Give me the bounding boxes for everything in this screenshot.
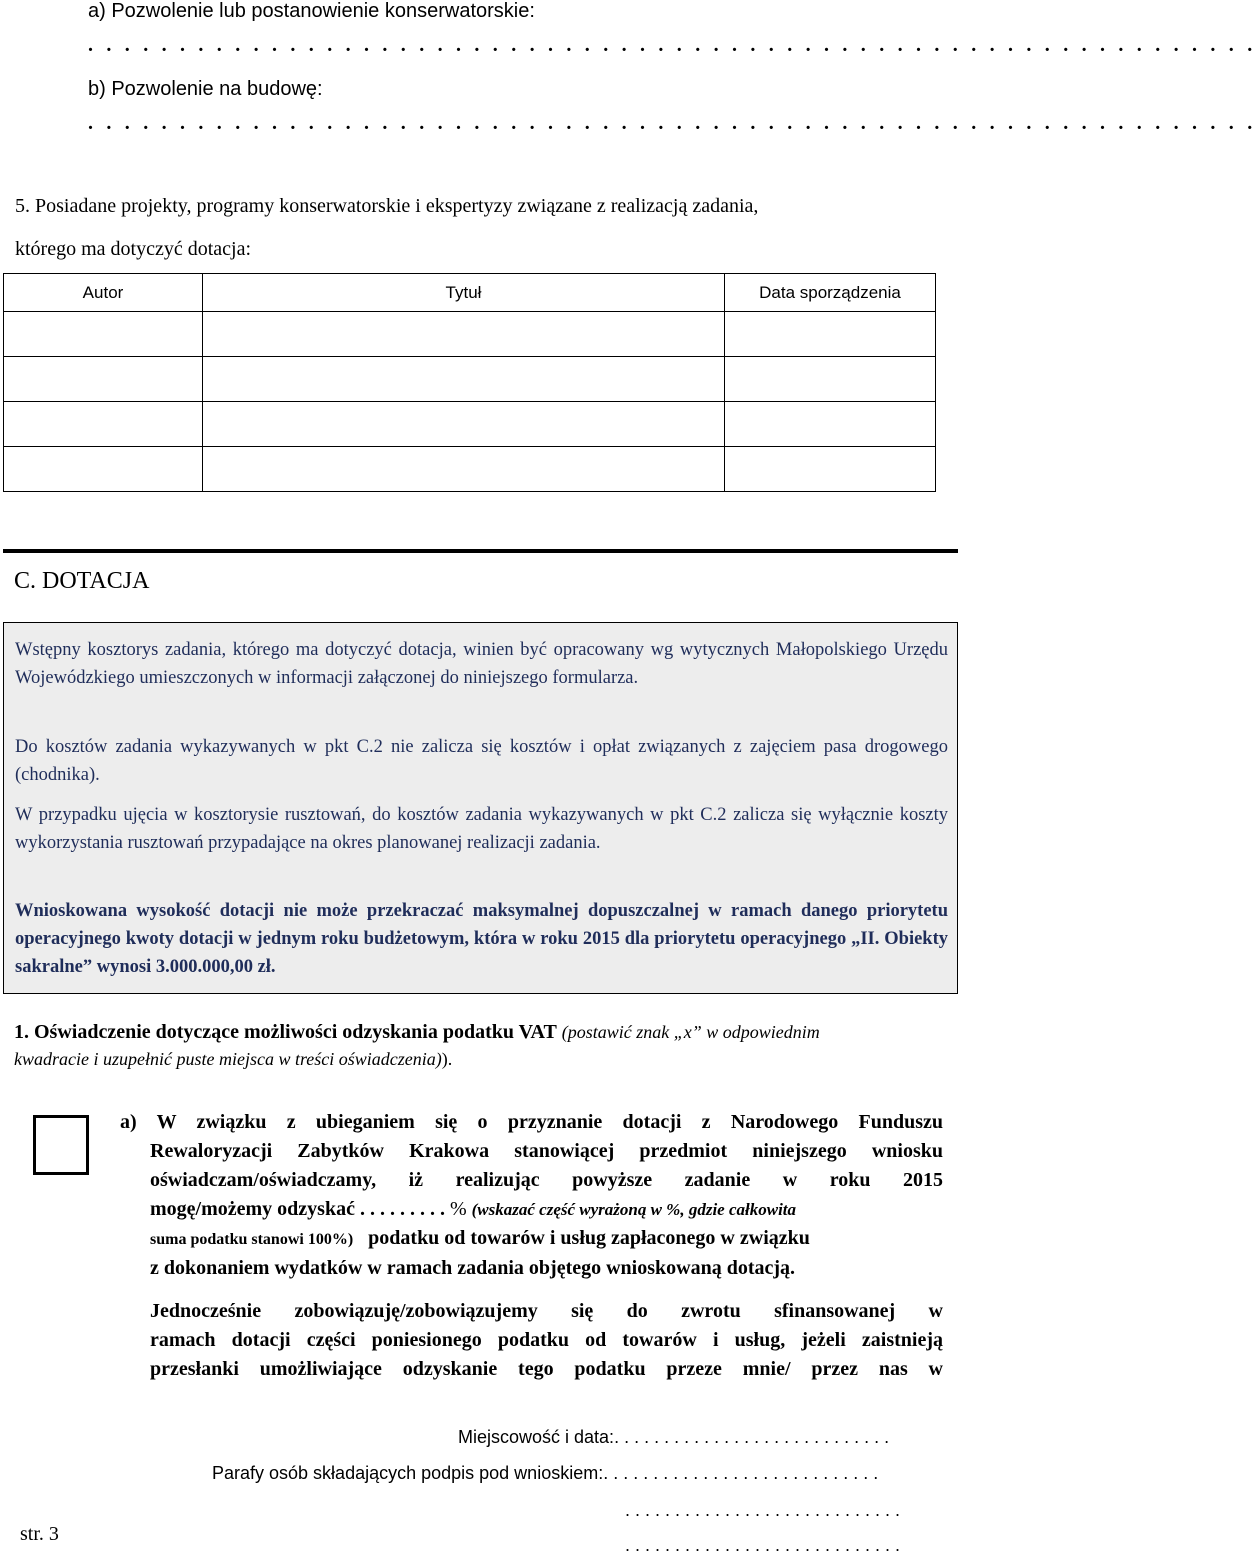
table-cell-title[interactable] [203,447,725,492]
place-date-dots[interactable]: . . . . . . . . . . . . . . . . . . . . . . . . . . . . [614,1427,890,1447]
vat-heading-line2 [14,1049,452,1070]
q5-line2: którego ma dotyczyć dotacja: [15,238,252,260]
vat-a-line4-instruction: (wskazać część wyrażoną w %, gdzie całkowita [471,1200,797,1219]
vat-a-line4 [150,1195,943,1224]
signatures-label: Parafy osób składających podpis pod wnioskiem: [212,1463,604,1483]
section-divider [3,549,958,553]
signatures-row [212,1463,878,1484]
building-permit-dots: . . . . . . . . . . . . . . . . . . . . . . . . . . . . . . . . . . . . . . . . . . . . . . . . . . . . . . . . . . . . . . . . [88,112,1256,134]
info-paragraph-2: Do kosztów zadania wykazywanych w pkt C.2 nie zalicza się kosztów i opłat związanych z zajęciem pasa drogowego (chodnika). [15,737,948,785]
table-cell-author[interactable] [4,357,203,402]
table-cell-title[interactable] [203,402,725,447]
place-date-row [458,1427,889,1448]
vat-commitment [150,1297,943,1384]
place-date-label: Miejscowość i data: [458,1427,615,1447]
table-row [4,357,936,402]
signatures-dots-3[interactable]: . . . . . . . . . . . . . . . . . . . . . . . . . . . . [625,1535,901,1555]
conservation-permit-label: a) Pozwolenie lub postanowienie konserwatorskie: [88,0,535,22]
projects-table [3,273,936,492]
table-cell-title[interactable] [203,357,725,402]
vat-a-line1: a) W związku z ubieganiem się o przyznanie dotacji z Narodowego Funduszu [120,1111,943,1133]
table-row [4,402,936,447]
vat-a-line5-small: suma podatku stanowi 100%) [150,1231,354,1248]
building-permit-label: b) Pozwolenie na budowę: [88,78,323,100]
vat-heading-end: ). [441,1049,453,1069]
table-cell-title[interactable] [203,312,725,357]
table-cell-author[interactable] [4,447,203,492]
vat-b-line2: ramach dotacji części poniesionego podatku od towarów i usług, jeżeli zaistnieją [150,1329,943,1351]
col-header-author: Autor [4,274,203,312]
table-row [4,312,936,357]
vat-a-line6: z dokonaniem wydatków w ramach zadania objętego wnioskowaną dotacją. [150,1257,796,1279]
table-cell-date[interactable] [725,447,936,492]
table-cell-date[interactable] [725,402,936,447]
vat-option-a [120,1108,943,1137]
vat-b-line3: przesłanki umożliwiające odzyskanie tego podatku przeze mnie/ przez nas w [150,1358,943,1380]
signatures-dots-2[interactable]: . . . . . . . . . . . . . . . . . . . . . . . . . . . . [625,1500,901,1520]
conservation-permit-dots: . . . . . . . . . . . . . . . . . . . . . . . . . . . . . . . . . . . . . . . . . . . . . . . . . . . . . . . . . . . . . . . . [88,34,1256,56]
table-cell-author[interactable] [4,312,203,357]
section-c-title: C. DOTACJA [14,568,150,594]
signatures-dots-1[interactable]: . . . . . . . . . . . . . . . . . . . . . . . . . . . . [603,1463,879,1483]
vat-option-a-body [150,1137,943,1283]
info-paragraph-3: W przypadku ujęcia w kosztorysie rusztowań, do kosztów zadania wykazywanych w pkt C.2 zalicza się wyłącznie koszty wykorzystania rusztowań przypadające na okres planowanej realizacji zadania. [15,805,948,853]
table-row [4,447,936,492]
vat-percent-sign: % [449,1198,467,1220]
vat-a-line3: oświadczam/oświadczamy, iż realizując powyższe zadanie w roku 2015 [150,1169,943,1191]
col-header-date: Data sporządzenia [725,274,936,312]
vat-checkbox[interactable] [33,1115,89,1175]
table-cell-date[interactable] [725,312,936,357]
q5-line1: 5. Posiadane projekty, programy konserwatorskie i ekspertyzy związane z realizacją zadania, [15,195,759,217]
vat-a-line4-start: mogę/możemy odzyskać [150,1198,355,1220]
vat-percent-input[interactable]: . . . . . . . . . [359,1198,445,1220]
vat-heading-instruction-2: kwadracie i uzupełnić puste miejsca w treści oświadczenia) [14,1049,442,1069]
col-header-title: Tytuł [203,274,725,312]
vat-heading-bold: 1. Oświadczenie dotyczące możliwości odzyskania podatku VAT [14,1021,557,1043]
vat-a-line5-rest: podatku od towarów i usług zapłaconego w związku [368,1227,810,1249]
info-paragraph-4: Wnioskowana wysokość dotacji nie może przekraczać maksymalnej dopuszczalnej w ramach danego priorytetu operacyjnego kwoty dotacji w jednym roku budżetowym, która w roku 2015 dla priorytetu operacyjnego „II. Obiekty sakralne” wynosi 3.000.000,00 zł. [15,901,948,977]
vat-heading [14,1021,820,1044]
vat-a-line5 [150,1224,943,1254]
vat-a-line2: Rewaloryzacji Zabytków Krakowa stanowiącej przedmiot niniejszego wniosku [150,1140,943,1162]
vat-heading-instruction: (postawić znak „x” w odpowiednim [561,1022,820,1042]
info-paragraph-1: Wstępny kosztorys zadania, którego ma dotyczyć dotacja, winien być opracowany wg wytycznych Małopolskiego Urzędu Wojewódzkiego umieszczonych w informacji załączonej do niniejszego formularza. [15,640,948,688]
table-cell-author[interactable] [4,402,203,447]
table-header-row [4,274,936,312]
page-number: str. 3 [20,1523,59,1545]
vat-b-line1: Jednocześnie zobowiązuję/zobowiązujemy się do zwrotu sfinansowanej w [150,1300,943,1322]
table-cell-date[interactable] [725,357,936,402]
dotacja-info-box [3,622,958,994]
